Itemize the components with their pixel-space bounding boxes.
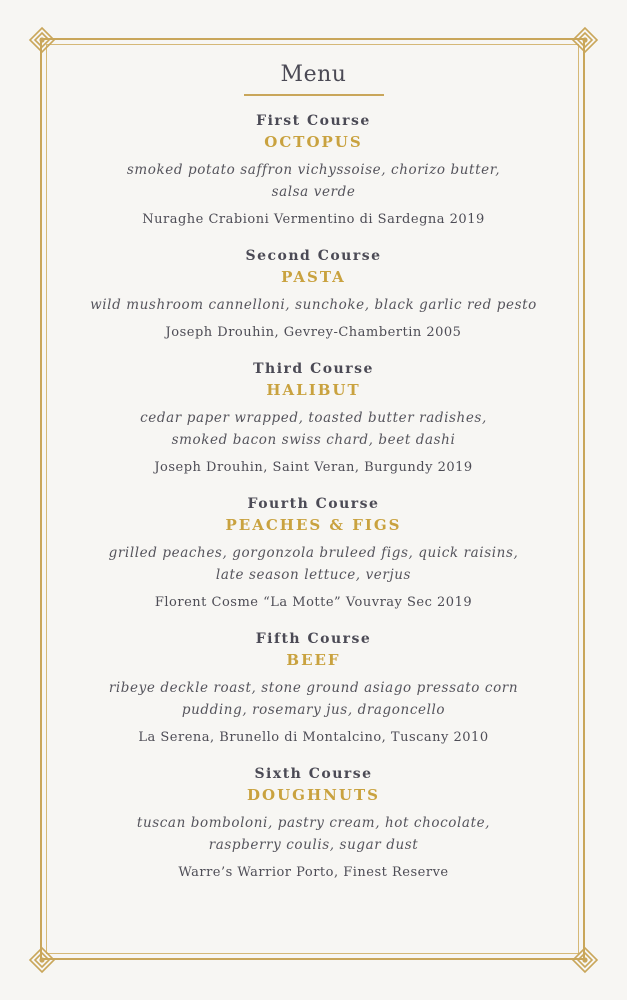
wine-pairing: La Serena, Brunello di Montalcino, Tuscany 2010 [138, 730, 489, 745]
course-first [60, 112, 567, 229]
dish-description [60, 677, 567, 721]
dish-name: OCTOPUS [264, 133, 363, 151]
wine-pairing: Joseph Drouhin, Gevrey-Chambertin 2005 [165, 325, 462, 340]
course-second [60, 247, 567, 342]
course-label: Fourth Course [247, 496, 380, 512]
description-line: cedar paper wrapped, toasted butter radishes, [140, 410, 487, 426]
dish-name: HALIBUT [266, 381, 361, 399]
description-line: raspberry coulis, sugar dust [208, 837, 419, 853]
menu-content [60, 58, 567, 882]
dish-description [60, 294, 567, 316]
corner-ornament-icon [571, 946, 599, 974]
wine-pairing: Nuraghe Crabioni Vermentino di Sardegna 2019 [142, 212, 485, 227]
course-label: Second Course [245, 248, 382, 264]
course-fourth [60, 495, 567, 612]
description-line: tuscan bomboloni, pastry cream, hot chocolate, [136, 815, 491, 831]
description-line: late season lettuce, verjus [215, 567, 412, 583]
course-label: Third Course [253, 361, 374, 377]
wine-pairing: Joseph Drouhin, Saint Veran, Burgundy 2019 [154, 460, 473, 475]
dish-description [60, 159, 567, 203]
course-label: Sixth Course [254, 766, 373, 782]
course-label: Fifth Course [255, 631, 372, 647]
menu-title: Menu [280, 62, 347, 87]
dish-description [60, 542, 567, 586]
description-line: pudding, rosemary jus, dragoncello [181, 702, 446, 718]
dish-name: PASTA [281, 268, 346, 286]
description-line: salsa verde [271, 184, 356, 200]
course-third [60, 360, 567, 477]
description-line: ribeye deckle roast, stone ground asiago pressato corn [108, 680, 519, 696]
wine-pairing: Warre’s Warrior Porto, Finest Reserve [178, 865, 449, 880]
corner-ornament-icon [28, 26, 56, 54]
wine-pairing: Florent Cosme “La Motte” Vouvray Sec 2019 [154, 595, 473, 610]
description-line: wild mushroom cannelloni, sunchoke, black garlic red pesto [90, 297, 537, 313]
dish-description [60, 407, 567, 451]
description-line: grilled peaches, gorgonzola bruleed figs, quick raisins, [108, 545, 519, 561]
corner-ornament-icon [28, 946, 56, 974]
corner-ornament-icon [571, 26, 599, 54]
course-fifth [60, 630, 567, 747]
description-line: smoked bacon swiss chard, beet dashi [171, 432, 456, 448]
description-line: smoked potato saffron vichyssoise, chorizo butter, [126, 162, 501, 178]
dish-name: DOUGHNUTS [247, 786, 380, 804]
title-divider [244, 94, 384, 96]
dish-description [60, 812, 567, 856]
dish-name: PEACHES & FIGS [225, 516, 402, 534]
course-label: First Course [256, 113, 371, 129]
course-sixth [60, 765, 567, 882]
dish-name: BEEF [286, 651, 341, 669]
